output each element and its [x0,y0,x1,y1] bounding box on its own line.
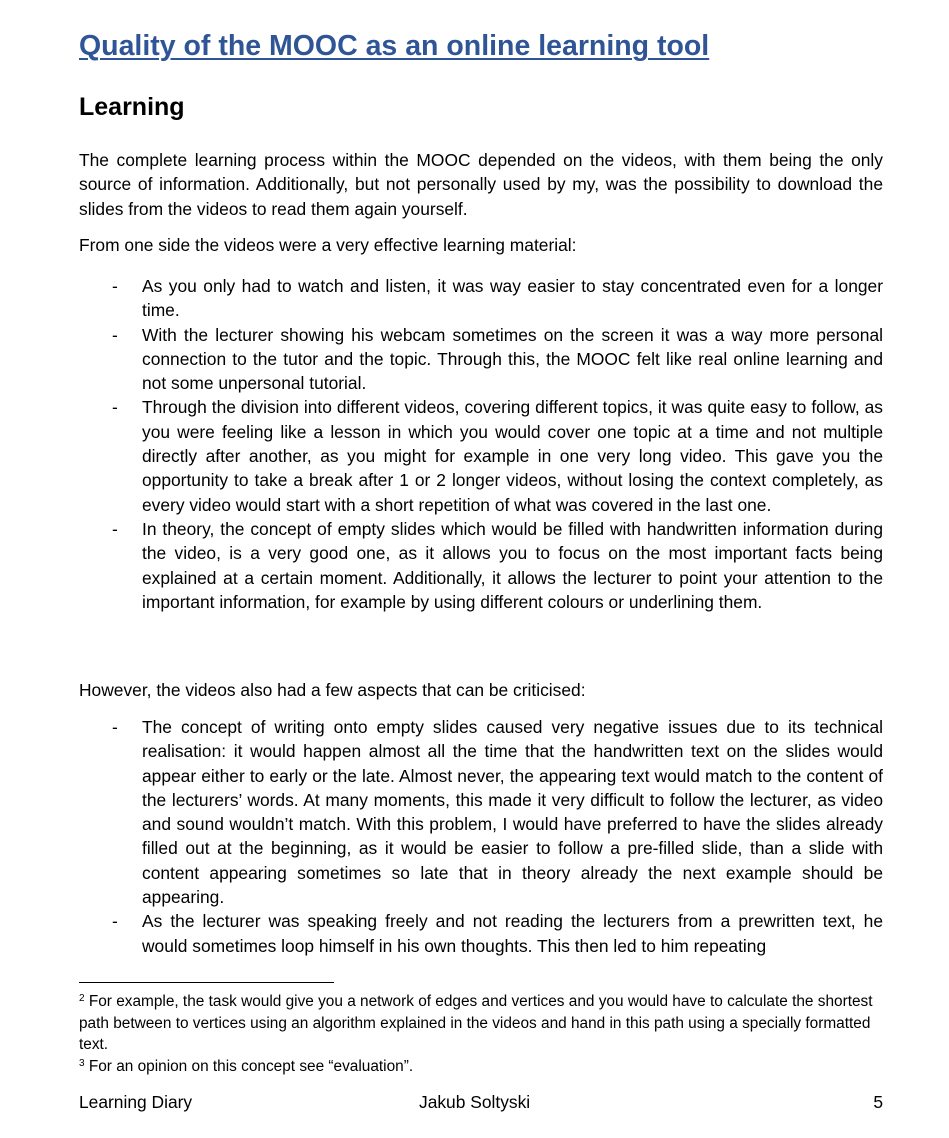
footnote-separator [79,982,334,983]
page-number: 5 [873,1092,883,1112]
list-item [79,395,883,516]
positive-lead-paragraph: From one side the videos were a very effective learning material: [79,235,577,255]
footnote-text: For example, the task would give you a network of edges and vertices and you would have to calculate the shortest path between to vertices using an algorithm explained in the videos and hand in this path using a specially formatted text. [79,993,873,1053]
list-item-text: With the lecturer showing his webcam sometimes on the screen it was a way more personal connection to the tutor and the topic. Through this, the MOOC felt like real online learning and not some unpersonal tutorial. [142,324,883,394]
list-item-text: As you only had to watch and listen, it was way easier to stay concentrated even for a longer time. [142,276,883,321]
footnote-3 [79,1056,883,1078]
footnote-number: 2 [79,993,85,1004]
list-item-text: In theory, the concept of empty slides which would be filled with handwritten information during the video, is a very good one, as it allows you to focus on the most important facts being explained at a certain moment. Additionally, it allows the lecturer to point your attention to the important information, for example by using different colours or underlining them. [142,518,883,612]
list-item [79,323,883,396]
list-item-text: As the lecturer was speaking freely and not reading the lecturers from a prewritten text, he would sometimes loop himself in his own thoughts. This then led to him repeating [142,911,883,956]
page-title: Quality of the MOOC as an online learning tool [79,30,710,62]
footnote-2 [79,991,883,1056]
list-item [79,517,883,614]
dash-bullet-icon: - [112,911,118,932]
footnote-text: For an opinion on this concept see “evaluation”. [88,1057,414,1075]
footnote-number: 3 [79,1057,85,1069]
footer-document-title: Learning Diary [79,1092,193,1112]
list-item-text: The concept of writing onto empty slides caused very negative issues due to its technical realisation: it would happen almost all the time that the handwritten text on the slides would appear either to early or the late. Almost never, the appearing text would match to the content of the lecturers’ words. At many moments, this made it very difficult to follow the lecturer, as video and sound wouldn’t match. With this problem, I would have preferred to have the slides already filled out at the beginning, as it would be easier to follow a pre-filled slide, than a slide with content appearing sometimes so late that in theory already the next example should be appearing. [142,717,883,908]
negative-lead-paragraph: However, the videos also had a few aspects that can be criticised: [79,680,586,700]
footnotes [79,991,883,1077]
footer-author: Jakub Soltyski [419,1092,531,1112]
list-item [79,274,883,323]
intro-paragraph: The complete learning process within the MOOC depended on the videos, with them being the only source of information. Additionally, but not personally used by my, was the possibility to download the slides from the videos to read them again yourself. [79,150,883,219]
list-item [79,909,883,958]
list-item-text: Through the division into different videos, covering different topics, it was quite easy to follow, as you were feeling like a lesson in which you would cover one topic at a time and not multiple directly after another, as you might for example in one very long video. This gave you the opportunity to take a break after 1 or 2 longer videos, without losing the context completely, as every video would start with a short repetition of what was covered in the last one. [142,397,883,515]
dash-bullet-icon: - [112,324,118,345]
negative-points-list [79,715,883,958]
page-footer [79,1090,883,1114]
positive-points-list [79,274,883,614]
section-heading: Learning [79,93,185,121]
dash-bullet-icon: - [112,717,118,737]
dash-bullet-icon: - [112,397,118,418]
dash-bullet-icon: - [112,276,118,296]
list-item [79,715,883,909]
dash-bullet-icon: - [112,518,118,539]
